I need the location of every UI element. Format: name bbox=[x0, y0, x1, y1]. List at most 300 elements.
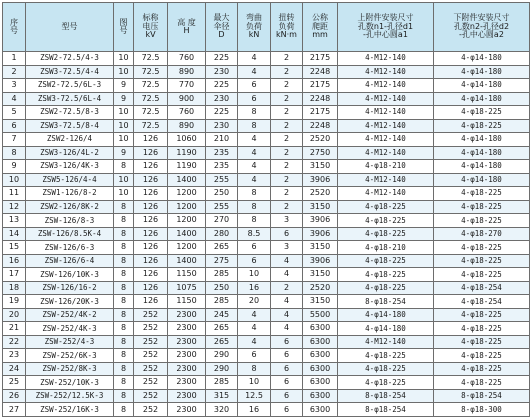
cell-drawing-no: 10 bbox=[114, 52, 134, 66]
cell-model: ZSW-252/4-3 bbox=[26, 335, 114, 349]
cell-bending-load: 20 bbox=[238, 295, 271, 309]
cell-lower-fitting: 4-φ18-225 bbox=[434, 376, 530, 390]
cell-voltage: 72.5 bbox=[134, 106, 168, 120]
cell-index: 9 bbox=[3, 160, 26, 174]
table-row bbox=[3, 295, 530, 309]
cell-voltage: 126 bbox=[134, 241, 168, 255]
cell-torsion-load: 2 bbox=[271, 119, 303, 133]
cell-voltage: 72.5 bbox=[134, 52, 168, 66]
cell-voltage: 72.5 bbox=[134, 92, 168, 106]
cell-voltage: 126 bbox=[134, 214, 168, 228]
cell-creepage: 2520 bbox=[303, 133, 338, 147]
header-line: 伞径 bbox=[213, 21, 230, 31]
header-col-model bbox=[26, 3, 114, 52]
cell-torsion-load: 4 bbox=[271, 322, 303, 336]
header-line: 下附件安装尺寸 bbox=[453, 13, 510, 23]
table-row bbox=[3, 160, 530, 174]
header-line: mm bbox=[312, 30, 328, 40]
cell-voltage: 126 bbox=[134, 146, 168, 160]
cell-upper-fitting: 4-M12-140 bbox=[338, 79, 434, 93]
cell-height: 2300 bbox=[168, 322, 206, 336]
cell-bending-load: 4 bbox=[238, 322, 271, 336]
cell-drawing-no: 8 bbox=[114, 308, 134, 322]
cell-diameter: 285 bbox=[206, 376, 238, 390]
cell-index: 17 bbox=[3, 268, 26, 282]
cell-voltage: 126 bbox=[134, 281, 168, 295]
cell-drawing-no: 8 bbox=[114, 268, 134, 282]
cell-lower-fitting: 4-φ18-225 bbox=[434, 106, 530, 120]
cell-index: 18 bbox=[3, 281, 26, 295]
header-line: 序 bbox=[10, 17, 18, 27]
cell-diameter: 320 bbox=[206, 403, 238, 417]
cell-drawing-no: 8 bbox=[114, 214, 134, 228]
cell-diameter: 265 bbox=[206, 335, 238, 349]
cell-torsion-load: 2 bbox=[271, 106, 303, 120]
cell-diameter: 225 bbox=[206, 52, 238, 66]
cell-upper-fitting: 4-φ18-225 bbox=[338, 200, 434, 214]
cell-torsion-load: 6 bbox=[271, 335, 303, 349]
cell-creepage: 2175 bbox=[303, 79, 338, 93]
cell-torsion-load: 2 bbox=[271, 92, 303, 106]
cell-diameter: 265 bbox=[206, 241, 238, 255]
cell-lower-fitting: 4-φ18-225 bbox=[434, 200, 530, 214]
cell-drawing-no: 8 bbox=[114, 389, 134, 403]
page-wrapper bbox=[2, 2, 529, 417]
cell-torsion-load: 2 bbox=[271, 281, 303, 295]
cell-creepage: 2750 bbox=[303, 146, 338, 160]
cell-diameter: 275 bbox=[206, 254, 238, 268]
cell-torsion-load: 2 bbox=[271, 173, 303, 187]
cell-voltage: 252 bbox=[134, 403, 168, 417]
table-body bbox=[3, 52, 530, 417]
cell-height: 2300 bbox=[168, 308, 206, 322]
header-line: 最大 bbox=[213, 13, 230, 23]
cell-diameter: 255 bbox=[206, 173, 238, 187]
header-line: 负荷 bbox=[246, 21, 262, 31]
cell-creepage: 6300 bbox=[303, 322, 338, 336]
table-row bbox=[3, 133, 530, 147]
cell-index: 23 bbox=[3, 349, 26, 363]
cell-model: ZSW-126/8-3 bbox=[26, 214, 114, 228]
cell-drawing-no: 8 bbox=[114, 349, 134, 363]
cell-torsion-load: 6 bbox=[271, 362, 303, 376]
cell-bending-load: 4 bbox=[238, 160, 271, 174]
table-row bbox=[3, 119, 530, 133]
cell-upper-fitting: 4-M12-140 bbox=[338, 133, 434, 147]
cell-drawing-no: 9 bbox=[114, 79, 134, 93]
table-row bbox=[3, 281, 530, 295]
cell-model: ZSW-252/4K-3 bbox=[26, 322, 114, 336]
cell-lower-fitting: 4-φ14-180 bbox=[434, 52, 530, 66]
table-row bbox=[3, 92, 530, 106]
cell-creepage: 6300 bbox=[303, 389, 338, 403]
cell-torsion-load: 2 bbox=[271, 133, 303, 147]
cell-bending-load: 6 bbox=[238, 92, 271, 106]
cell-bending-load: 10 bbox=[238, 376, 271, 390]
cell-index: 1 bbox=[3, 52, 26, 66]
cell-drawing-no: 10 bbox=[114, 187, 134, 201]
cell-lower-fitting: 4-φ18-225 bbox=[434, 254, 530, 268]
header-line: 型号 bbox=[61, 21, 78, 31]
cell-lower-fitting: 4-φ14-180 bbox=[434, 79, 530, 93]
cell-index: 6 bbox=[3, 119, 26, 133]
cell-torsion-load: 3 bbox=[271, 241, 303, 255]
cell-height: 890 bbox=[168, 119, 206, 133]
cell-index: 4 bbox=[3, 92, 26, 106]
cell-index: 10 bbox=[3, 173, 26, 187]
cell-bending-load: 4 bbox=[238, 133, 271, 147]
cell-height: 1190 bbox=[168, 160, 206, 174]
cell-height: 760 bbox=[168, 106, 206, 120]
cell-drawing-no: 8 bbox=[114, 362, 134, 376]
header-line: kN bbox=[248, 30, 260, 40]
cell-model: ZSW-126/6-3 bbox=[26, 241, 114, 255]
table-row bbox=[3, 349, 530, 363]
cell-bending-load: 4 bbox=[238, 308, 271, 322]
cell-height: 1200 bbox=[168, 187, 206, 201]
cell-model: ZSW1-126/8-2 bbox=[26, 187, 114, 201]
cell-creepage: 3150 bbox=[303, 160, 338, 174]
table-row bbox=[3, 106, 530, 120]
cell-model: ZSW-126/10K-3 bbox=[26, 268, 114, 282]
cell-creepage: 5500 bbox=[303, 308, 338, 322]
header-line: 公称 bbox=[312, 13, 328, 23]
cell-diameter: 290 bbox=[206, 349, 238, 363]
cell-torsion-load: 4 bbox=[271, 254, 303, 268]
cell-upper-fitting: 4-φ14-180 bbox=[338, 308, 434, 322]
cell-model: ZSW5-126/4-4 bbox=[26, 173, 114, 187]
cell-torsion-load: 6 bbox=[271, 349, 303, 363]
cell-diameter: 315 bbox=[206, 389, 238, 403]
cell-voltage: 126 bbox=[134, 254, 168, 268]
cell-voltage: 126 bbox=[134, 268, 168, 282]
cell-drawing-no: 8 bbox=[114, 335, 134, 349]
cell-upper-fitting: 4-φ18-225 bbox=[338, 214, 434, 228]
cell-model: ZSW3-72.5/6L-4 bbox=[26, 92, 114, 106]
cell-drawing-no: 8 bbox=[114, 254, 134, 268]
table-row bbox=[3, 376, 530, 390]
cell-upper-fitting: 8-φ18-254 bbox=[338, 295, 434, 309]
cell-voltage: 252 bbox=[134, 308, 168, 322]
cell-diameter: 245 bbox=[206, 308, 238, 322]
cell-index: 5 bbox=[3, 106, 26, 120]
table-row bbox=[3, 308, 530, 322]
cell-height: 2300 bbox=[168, 376, 206, 390]
header-col-voltage bbox=[134, 3, 168, 52]
cell-creepage: 3150 bbox=[303, 268, 338, 282]
cell-bending-load: 8 bbox=[238, 119, 271, 133]
cell-upper-fitting: 4-M12-140 bbox=[338, 173, 434, 187]
header-col-bending-load bbox=[238, 3, 271, 52]
cell-upper-fitting: 4-M12-140 bbox=[338, 92, 434, 106]
header-line: 号 bbox=[10, 26, 18, 35]
cell-model: ZSW3-126/4L-2 bbox=[26, 146, 114, 160]
header-line: kV bbox=[145, 30, 156, 40]
cell-creepage: 2175 bbox=[303, 52, 338, 66]
cell-drawing-no: 8 bbox=[114, 200, 134, 214]
table-row bbox=[3, 173, 530, 187]
cell-lower-fitting: 4-φ14-180 bbox=[434, 146, 530, 160]
cell-index: 2 bbox=[3, 65, 26, 79]
cell-voltage: 72.5 bbox=[134, 119, 168, 133]
cell-upper-fitting: 4-M12-140 bbox=[338, 52, 434, 66]
header-col-index bbox=[3, 3, 26, 52]
cell-height: 1400 bbox=[168, 227, 206, 241]
cell-bending-load: 8 bbox=[238, 187, 271, 201]
table-row bbox=[3, 268, 530, 282]
cell-diameter: 225 bbox=[206, 106, 238, 120]
cell-drawing-no: 8 bbox=[114, 160, 134, 174]
cell-index: 15 bbox=[3, 241, 26, 255]
cell-torsion-load: 4 bbox=[271, 268, 303, 282]
cell-creepage: 3150 bbox=[303, 295, 338, 309]
cell-bending-load: 6 bbox=[238, 349, 271, 363]
cell-height: 900 bbox=[168, 92, 206, 106]
cell-bending-load: 8 bbox=[238, 214, 271, 228]
table-row bbox=[3, 79, 530, 93]
cell-torsion-load: 3 bbox=[271, 214, 303, 228]
header-col-height bbox=[168, 3, 206, 52]
cell-torsion-load: 2 bbox=[271, 187, 303, 201]
cell-upper-fitting: 4-M12-140 bbox=[338, 65, 434, 79]
cell-creepage: 2175 bbox=[303, 106, 338, 120]
table-row bbox=[3, 362, 530, 376]
cell-bending-load: 12.5 bbox=[238, 389, 271, 403]
header-line: D bbox=[218, 30, 225, 40]
cell-index: 16 bbox=[3, 254, 26, 268]
table-row bbox=[3, 335, 530, 349]
cell-torsion-load: 2 bbox=[271, 160, 303, 174]
cell-voltage: 252 bbox=[134, 389, 168, 403]
cell-voltage: 72.5 bbox=[134, 79, 168, 93]
cell-model: ZSW-126/20K-3 bbox=[26, 295, 114, 309]
header-line: 负荷 bbox=[278, 21, 295, 31]
cell-index: 19 bbox=[3, 295, 26, 309]
cell-diameter: 290 bbox=[206, 362, 238, 376]
cell-upper-fitting: 4-φ18-225 bbox=[338, 254, 434, 268]
cell-upper-fitting: 8-φ18-254 bbox=[338, 403, 434, 417]
header-line: 爬距 bbox=[312, 21, 328, 31]
cell-index: 11 bbox=[3, 187, 26, 201]
cell-bending-load: 4 bbox=[238, 173, 271, 187]
cell-lower-fitting: 4-φ18-225 bbox=[434, 349, 530, 363]
cell-lower-fitting: 4-φ18-225 bbox=[434, 268, 530, 282]
cell-diameter: 230 bbox=[206, 119, 238, 133]
header-col-lower-fitting bbox=[434, 3, 530, 52]
header-line: 图 bbox=[119, 17, 128, 27]
cell-torsion-load: 2 bbox=[271, 146, 303, 160]
cell-lower-fitting: 8-φ18-300 bbox=[434, 403, 530, 417]
cell-model: ZSW-252/16K-3 bbox=[26, 403, 114, 417]
cell-diameter: 210 bbox=[206, 133, 238, 147]
header-line: 电压 bbox=[142, 21, 159, 31]
header-line: 扭转 bbox=[278, 13, 295, 23]
cell-lower-fitting: 4-φ18-225 bbox=[434, 214, 530, 228]
cell-diameter: 250 bbox=[206, 187, 238, 201]
cell-upper-fitting: 4-φ18-225 bbox=[338, 362, 434, 376]
cell-height: 1150 bbox=[168, 295, 206, 309]
cell-bending-load: 16 bbox=[238, 403, 271, 417]
cell-voltage: 72.5 bbox=[134, 65, 168, 79]
cell-model: ZSW2-126/4 bbox=[26, 133, 114, 147]
cell-height: 2300 bbox=[168, 403, 206, 417]
insulator-spec-table bbox=[2, 2, 530, 417]
cell-lower-fitting: 4-φ18-254 bbox=[434, 295, 530, 309]
cell-torsion-load: 6 bbox=[271, 376, 303, 390]
cell-lower-fitting: 4-φ18-254 bbox=[434, 281, 530, 295]
cell-torsion-load: 2 bbox=[271, 79, 303, 93]
cell-bending-load: 4 bbox=[238, 146, 271, 160]
cell-lower-fitting: 4-φ18-270 bbox=[434, 227, 530, 241]
cell-model: ZSW3-126/4K-3 bbox=[26, 160, 114, 174]
header-line: 上附件安装尺寸 bbox=[357, 13, 414, 23]
table-row bbox=[3, 146, 530, 160]
header-line: 弯曲 bbox=[246, 13, 262, 23]
header-col-drawing-no bbox=[114, 3, 134, 52]
cell-creepage: 6300 bbox=[303, 403, 338, 417]
cell-lower-fitting: 4-φ18-225 bbox=[434, 241, 530, 255]
cell-creepage: 3906 bbox=[303, 254, 338, 268]
cell-bending-load: 10 bbox=[238, 268, 271, 282]
table-row bbox=[3, 65, 530, 79]
cell-bending-load: 4 bbox=[238, 335, 271, 349]
cell-diameter: 285 bbox=[206, 268, 238, 282]
cell-bending-load: 8 bbox=[238, 200, 271, 214]
cell-drawing-no: 9 bbox=[114, 92, 134, 106]
cell-voltage: 126 bbox=[134, 160, 168, 174]
cell-model: ZSW-252/8K-3 bbox=[26, 362, 114, 376]
cell-torsion-load: 6 bbox=[271, 403, 303, 417]
header-line: H bbox=[183, 26, 190, 35]
cell-voltage: 126 bbox=[134, 173, 168, 187]
cell-height: 2300 bbox=[168, 362, 206, 376]
cell-index: 25 bbox=[3, 376, 26, 390]
cell-height: 1060 bbox=[168, 133, 206, 147]
cell-model: ZSW-126/16-2 bbox=[26, 281, 114, 295]
cell-torsion-load: 2 bbox=[271, 65, 303, 79]
header-line: kN·m bbox=[276, 30, 297, 40]
cell-bending-load: 6 bbox=[238, 254, 271, 268]
cell-index: 24 bbox=[3, 362, 26, 376]
cell-diameter: 230 bbox=[206, 92, 238, 106]
cell-height: 890 bbox=[168, 65, 206, 79]
header-line: 高 度 bbox=[177, 17, 196, 27]
cell-upper-fitting: 4-M12-140 bbox=[338, 119, 434, 133]
cell-index: 13 bbox=[3, 214, 26, 228]
cell-model: ZSW3-72.5/4-4 bbox=[26, 65, 114, 79]
cell-height: 770 bbox=[168, 79, 206, 93]
cell-bending-load: 4 bbox=[238, 65, 271, 79]
cell-drawing-no: 8 bbox=[114, 295, 134, 309]
cell-upper-fitting: 4-φ18-225 bbox=[338, 281, 434, 295]
cell-drawing-no: 9 bbox=[114, 146, 134, 160]
cell-drawing-no: 8 bbox=[114, 281, 134, 295]
header-col-torsion-load bbox=[271, 3, 303, 52]
cell-bending-load: 6 bbox=[238, 79, 271, 93]
cell-creepage: 6300 bbox=[303, 362, 338, 376]
cell-lower-fitting: 4-φ18-225 bbox=[434, 308, 530, 322]
cell-creepage: 3150 bbox=[303, 241, 338, 255]
cell-creepage: 2248 bbox=[303, 65, 338, 79]
cell-lower-fitting: 4-φ18-225 bbox=[434, 187, 530, 201]
table-row bbox=[3, 227, 530, 241]
cell-upper-fitting: 4-φ18-225 bbox=[338, 268, 434, 282]
cell-index: 12 bbox=[3, 200, 26, 214]
cell-height: 760 bbox=[168, 52, 206, 66]
cell-voltage: 252 bbox=[134, 335, 168, 349]
cell-diameter: 285 bbox=[206, 295, 238, 309]
cell-bending-load: 16 bbox=[238, 281, 271, 295]
header-line: -孔中心圆a1 bbox=[363, 30, 408, 40]
cell-voltage: 126 bbox=[134, 187, 168, 201]
cell-lower-fitting: 4-φ18-225 bbox=[434, 322, 530, 336]
cell-bending-load: 8 bbox=[238, 362, 271, 376]
cell-torsion-load: 6 bbox=[271, 389, 303, 403]
cell-torsion-load: 2 bbox=[271, 52, 303, 66]
cell-drawing-no: 10 bbox=[114, 173, 134, 187]
cell-creepage: 3150 bbox=[303, 200, 338, 214]
cell-index: 27 bbox=[3, 403, 26, 417]
cell-index: 3 bbox=[3, 79, 26, 93]
cell-creepage: 6300 bbox=[303, 349, 338, 363]
cell-bending-load: 6 bbox=[238, 241, 271, 255]
cell-upper-fitting: 4-M12-140 bbox=[338, 335, 434, 349]
cell-voltage: 126 bbox=[134, 200, 168, 214]
table-row bbox=[3, 403, 530, 417]
cell-model: ZSW-126/8.5K-4 bbox=[26, 227, 114, 241]
cell-drawing-no: 10 bbox=[114, 133, 134, 147]
cell-voltage: 126 bbox=[134, 295, 168, 309]
cell-height: 2300 bbox=[168, 335, 206, 349]
table-row bbox=[3, 52, 530, 66]
cell-lower-fitting: 4-φ14-180 bbox=[434, 92, 530, 106]
cell-height: 1400 bbox=[168, 173, 206, 187]
header-col-diameter bbox=[206, 3, 238, 52]
cell-torsion-load: 4 bbox=[271, 308, 303, 322]
header-col-creepage bbox=[303, 3, 338, 52]
cell-upper-fitting: 4-φ14-180 bbox=[338, 322, 434, 336]
cell-creepage: 3906 bbox=[303, 214, 338, 228]
cell-model: ZSW-252/6K-3 bbox=[26, 349, 114, 363]
cell-creepage: 2520 bbox=[303, 281, 338, 295]
cell-voltage: 126 bbox=[134, 133, 168, 147]
cell-drawing-no: 10 bbox=[114, 119, 134, 133]
cell-upper-fitting: 4-φ18-225 bbox=[338, 376, 434, 390]
table-row bbox=[3, 254, 530, 268]
cell-diameter: 235 bbox=[206, 146, 238, 160]
table-row bbox=[3, 322, 530, 336]
cell-upper-fitting: 4-φ18-210 bbox=[338, 241, 434, 255]
cell-drawing-no: 8 bbox=[114, 322, 134, 336]
cell-index: 26 bbox=[3, 389, 26, 403]
cell-lower-fitting: 4-φ18-225 bbox=[434, 119, 530, 133]
cell-creepage: 6300 bbox=[303, 376, 338, 390]
cell-torsion-load: 4 bbox=[271, 295, 303, 309]
cell-torsion-load: 6 bbox=[271, 227, 303, 241]
cell-model: ZSW2-72.5/4-3 bbox=[26, 52, 114, 66]
cell-upper-fitting: 8-φ18-254 bbox=[338, 389, 434, 403]
cell-diameter: 235 bbox=[206, 160, 238, 174]
cell-diameter: 270 bbox=[206, 214, 238, 228]
cell-model: ZSW-252/4K-2 bbox=[26, 308, 114, 322]
cell-drawing-no: 8 bbox=[114, 376, 134, 390]
cell-bending-load: 8.5 bbox=[238, 227, 271, 241]
cell-height: 1075 bbox=[168, 281, 206, 295]
cell-diameter: 255 bbox=[206, 200, 238, 214]
header-line: -孔中心圆a2 bbox=[459, 30, 504, 40]
cell-model: ZSW2-72.5/8-3 bbox=[26, 106, 114, 120]
table-header bbox=[3, 3, 530, 52]
